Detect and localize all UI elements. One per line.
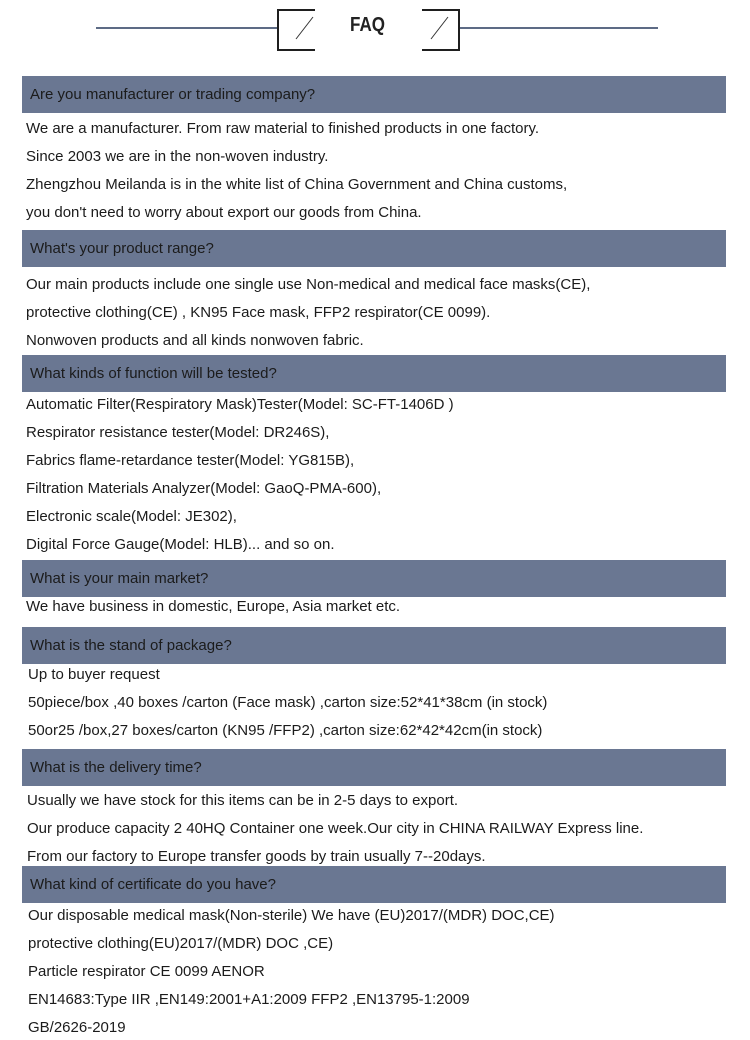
faq-answer-line: Usually we have stock for this items can be in 2-5 days to export. [27,792,459,809]
faq-answer-line: From our factory to Europe transfer goods by train usually 7--20days. [27,848,486,865]
page-title: FAQ [350,14,385,36]
faq-answer-line: Automatic Filter(Respiratory Mask)Tester(Model: SC-FT-1406D ) [26,396,454,413]
faq-answer-line: Filtration Materials Analyzer(Model: GaoQ-PMA-600), [26,480,382,497]
faq-question-text: What is your main market? [30,570,209,587]
faq-question-text: What's your product range? [30,240,214,257]
faq-question-text: What kinds of function will be tested? [30,365,277,382]
faq-question-bar [22,560,726,597]
faq-question-bar [22,749,726,786]
faq-answer-line: Electronic scale(Model: JE302), [26,508,237,525]
faq-question-bar [22,866,726,903]
faq-question-bar [22,627,726,664]
faq-answer-line: We have business in domestic, Europe, Asia market etc. [26,598,401,615]
faq-question-bar [22,76,726,113]
header-rule-left [96,27,278,29]
faq-answer-line: Since 2003 we are in the non-woven industry. [26,148,329,165]
header-rule-right [458,27,658,29]
faq-answer-line: Our main products include one single use Non-medical and medical face masks(CE), [26,276,591,293]
faq-answer-line: you don't need to worry about export our goods from China. [26,204,422,221]
header-slash-right-icon [428,9,452,47]
faq-question-text: What is the stand of package? [30,637,232,654]
faq-question-bar [22,230,726,267]
faq-answer-line: Up to buyer request [28,666,160,683]
faq-answer-line: 50or25 /box,27 boxes/carton (KN95 /FFP2) ,carton size:62*42*42cm(in stock) [28,722,543,739]
faq-question-text: Are you manufacturer or trading company? [30,86,316,103]
faq-answer-line: Nonwoven products and all kinds nonwoven fabric. [26,332,364,349]
faq-question-text: What kind of certificate do you have? [30,876,276,893]
faq-answer-line: protective clothing(CE) , KN95 Face mask, FFP2 respirator(CE 0099). [26,304,491,321]
faq-answer-line: We are a manufacturer. From raw material to finished products in one factory. [26,120,540,137]
header-slash-left-icon [293,9,317,47]
faq-answer-line: Our disposable medical mask(Non-sterile) We have (EU)2017/(MDR) DOC,CE) [28,907,555,924]
faq-answer-line: GB/2626-2019 [28,1019,126,1036]
faq-answer-line: EN14683:Type IIR ,EN149:2001+A1:2009 FFP2 ,EN13795-1:2009 [28,991,470,1008]
faq-answer-line: protective clothing(EU)2017/(MDR) DOC ,CE) [28,935,334,952]
faq-question-bar [22,355,726,392]
faq-question-text: What is the delivery time? [30,759,202,776]
faq-answer-line: Zhengzhou Meilanda is in the white list of China Government and China customs, [26,176,568,193]
faq-answer-line: Our produce capacity 2 40HQ Container one week.Our city in CHINA RAILWAY Express line. [27,820,644,837]
faq-answer-line: Particle respirator CE 0099 AENOR [28,963,265,980]
faq-answer-line: Respirator resistance tester(Model: DR246S), [26,424,330,441]
faq-answer-line: Fabrics flame-retardance tester(Model: YG815B), [26,452,355,469]
faq-answer-line: 50piece/box ,40 boxes /carton (Face mask) ,carton size:52*41*38cm (in stock) [28,694,548,711]
faq-answer-line: Digital Force Gauge(Model: HLB)... and so on. [26,536,335,553]
